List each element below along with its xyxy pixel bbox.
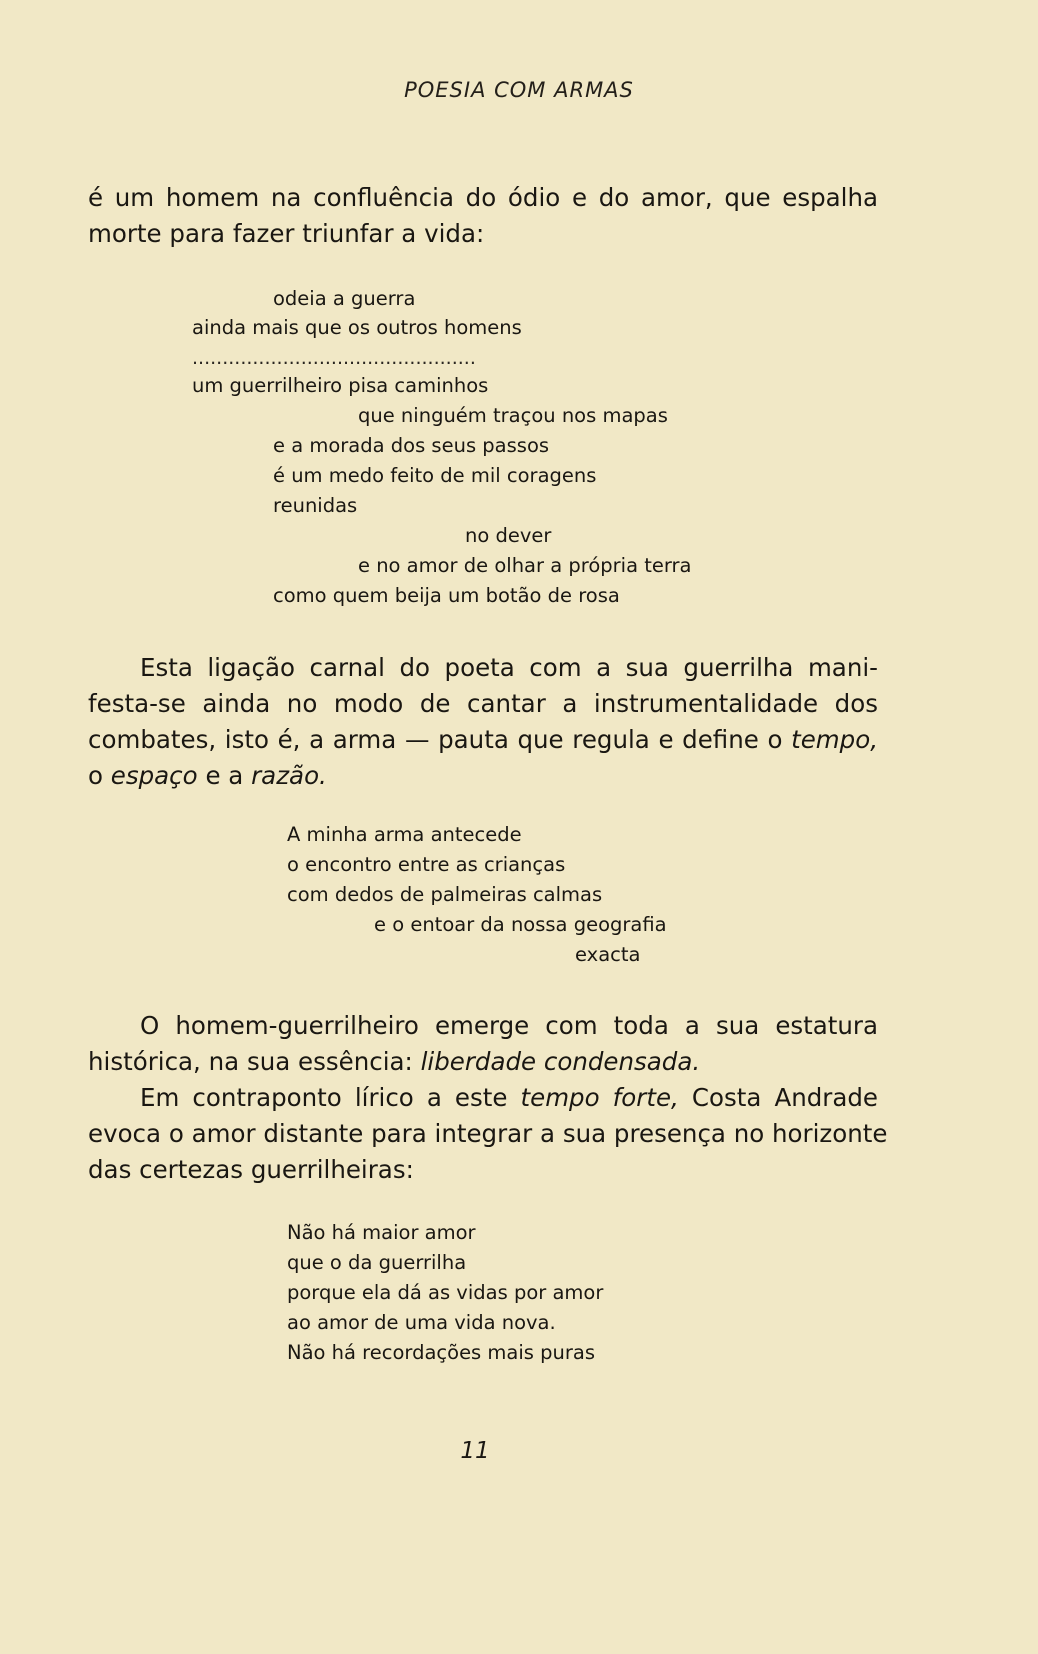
italic-term: tempo forte,: [520, 1083, 679, 1112]
verse-line: com dedos de palmeiras calmas: [287, 883, 603, 906]
text-line: [88, 758, 878, 794]
italic-term: tempo,: [791, 725, 878, 754]
text-line: [88, 1044, 878, 1080]
text-line: Esta ligação carnal do poeta com a sua guerrilha mani-: [140, 653, 878, 682]
text-line: das certezas guerrilheiras:: [88, 1155, 414, 1184]
verse-line: como quem beija um botão de rosa: [273, 584, 620, 607]
running-head: POESIA COM ARMAS: [404, 78, 634, 102]
text-run: o: [88, 761, 111, 790]
text-run: Em contraponto lírico a este: [140, 1083, 521, 1112]
verse-line: Não há maior amor: [287, 1221, 476, 1244]
verse-line: exacta: [575, 943, 641, 966]
verse-line: porque ela dá as vidas por amor: [287, 1281, 604, 1304]
text-run: e a: [197, 761, 252, 790]
verse-line: um guerrilheiro pisa caminhos: [192, 374, 489, 397]
italic-term: razão.: [251, 761, 327, 790]
text-line: O homem-guerrilheiro emerge com toda a sua estatura: [140, 1011, 878, 1040]
italic-term: espaço: [110, 761, 198, 790]
text-run: Costa Andrade: [678, 1083, 878, 1112]
text-line: festa-se ainda no modo de cantar a instrumentalidade dos: [88, 689, 878, 718]
text-line: evoca o amor distante para integrar a sua presença no horizonte: [88, 1119, 888, 1148]
text-run: histórica, na sua essência:: [88, 1047, 421, 1076]
verse-line: o encontro entre as crianças: [287, 853, 566, 876]
text-run: combates, isto é, a arma — pauta que regula e define o: [88, 725, 792, 754]
verse-line: ainda mais que os outros homens: [192, 316, 522, 339]
body-paragraph: [88, 1008, 878, 1080]
verse-line: odeia a guerra: [273, 287, 416, 310]
ellipsis-separator: ...............................................: [192, 347, 476, 369]
body-paragraph: [88, 650, 878, 794]
show-through-texture: [90, 268, 92, 293]
verse-line: A minha arma antecede: [287, 823, 522, 846]
intro-paragraph: [88, 180, 878, 252]
verse-line: Não há recordações mais puras: [287, 1341, 596, 1364]
verse-line: no dever: [465, 524, 552, 547]
verse-line: e no amor de olhar a própria terra: [358, 554, 692, 577]
verse-line: e o entoar da nossa geografia: [374, 913, 667, 936]
italic-term: liberdade condensada.: [420, 1047, 701, 1076]
text-line: [88, 722, 878, 758]
verse-line: que ninguém traçou nos mapas: [358, 404, 668, 427]
verse-line: que o da guerrilha: [287, 1251, 467, 1274]
verse-line: e a morada dos seus passos: [273, 434, 550, 457]
verse-line: ao amor de uma vida nova.: [287, 1311, 556, 1334]
text-line: [88, 1080, 878, 1116]
verse-line: é um medo feito de mil coragens: [273, 464, 597, 487]
body-paragraph: [88, 1080, 888, 1188]
text-line: morte para fazer triunfar a vida:: [88, 219, 485, 248]
verse-line: reunidas: [273, 494, 358, 517]
page-number: 11: [460, 1438, 490, 1464]
text-line: é um homem na confluência do ódio e do amor, que espalha: [88, 183, 878, 212]
